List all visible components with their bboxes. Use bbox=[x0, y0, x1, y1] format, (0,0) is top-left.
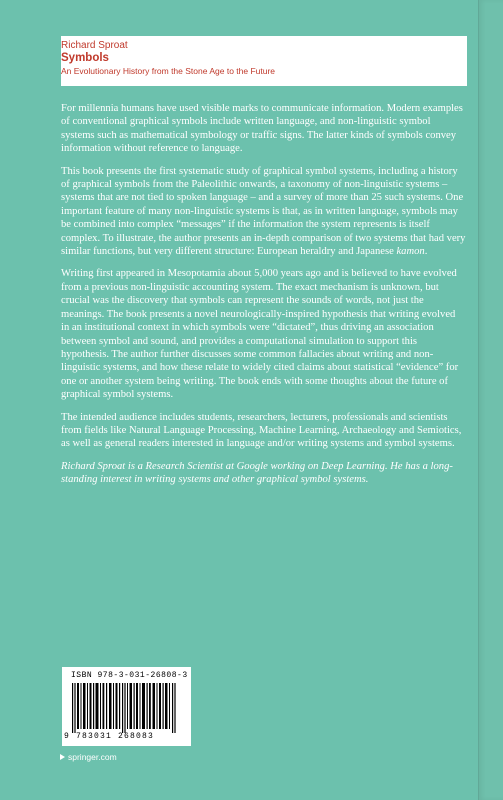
barcode-bars bbox=[72, 683, 182, 733]
book-subtitle: An Evolutionary History from the Stone Age to the Future bbox=[61, 66, 276, 76]
blurb-paragraph-2-text: This book presents the first systematic study of graphical symbol systems, including a history of graphical symbols from the Paleolithic onwards, a taxonomy of non-linguistic systems – systems that are not tied to spoken language – and a survey of more than 25 such systems. One important feature of many non-linguistic systems is that, as in written language, symbols may be combined into complex “messages” if the information the system represents is itself complex. To illustrate, the author presents an in-depth comparison of two systems that had very similar functions, but very different structure: European heraldry and Japanese bbox=[61, 165, 466, 258]
title-block bbox=[61, 36, 467, 86]
isbn-digits: 9 783031 268083 bbox=[64, 732, 155, 741]
author-name: Richard Sproat bbox=[61, 40, 128, 51]
kamon-term: kamon bbox=[396, 246, 425, 258]
isbn-label: ISBN 978-3-031-26808-3 bbox=[71, 671, 188, 680]
publisher-url: springer.com bbox=[68, 752, 117, 762]
blurb-paragraph-2 bbox=[61, 165, 466, 259]
book-title: Symbols bbox=[61, 52, 109, 64]
publisher-link[interactable] bbox=[60, 752, 117, 762]
blurb-paragraph-2-end: . bbox=[424, 246, 428, 258]
blurb-paragraph-1: For millennia humans have used visible marks to communicate information. Modern examples of conventional graphical symbols include written language, and non-linguistic symbol systems such as mathematical symbology or traffic signs. The latter kinds of symbols convey information without reference to language. bbox=[61, 103, 463, 155]
book-spine bbox=[478, 0, 503, 800]
author-bio: Richard Sproat is a Research Scientist at Google working on Deep Learning. He has a long-standing interest in writing systems and other graphical symbol systems. bbox=[61, 460, 453, 486]
blurb-paragraph-4: The intended audience includes students, researchers, lecturers, professionals and scientists from fields like Natural Language Processing, Machine Learning, Archaeology and Semiotics, as well as general readers interested in language and/or writing systems and symbol systems. bbox=[61, 411, 462, 450]
blurb bbox=[61, 102, 466, 496]
arrow-icon bbox=[60, 754, 65, 760]
blurb-paragraph-3: Writing first appeared in Mesopotamia about 5,000 years ago and is believed to have evolved from a previous non-linguistic accounting system. The exact mechanism is unknown, but crucial was the discovery that symbols can represent the sounds of words, not just the meanings. The book presents a novel neurologically-inspired hypothesis that writing evolved in an institutional context in which symbols were “dictated”, thus driving an association between symbol and sound, and provides a computational simulation to support this hypothesis. The author further discusses some common fallacies about writing and non-linguistic systems, and how these relate to widely cited claims about statistical “evidence” for one or another system being writing. The book ends with some thoughts about the future of graphical symbol systems. bbox=[61, 268, 459, 401]
barcode bbox=[62, 667, 191, 746]
